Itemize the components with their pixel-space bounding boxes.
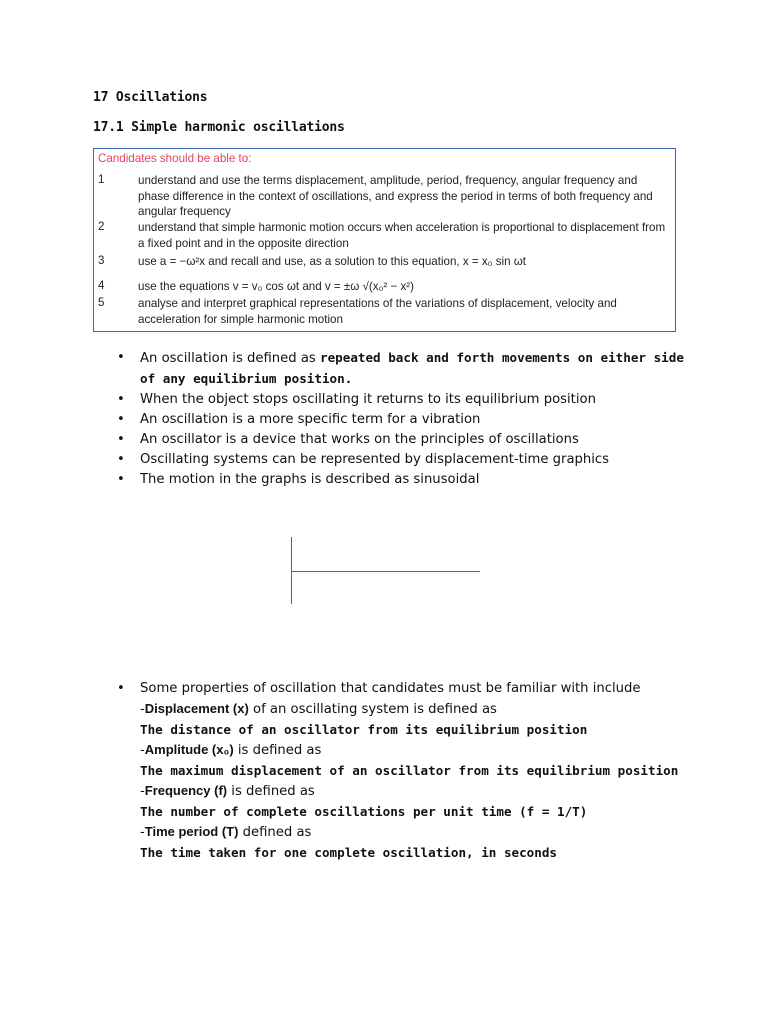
dash: - (140, 702, 145, 717)
bullet-text: An oscillation is a more specific term for a vibration (140, 412, 481, 427)
dash: - (140, 743, 145, 758)
bullet-item (117, 450, 687, 470)
objective-text: understand that simple harmonic motion occurs when acceleration is proportional to displacement from a fixed point and in the opposite direction (138, 221, 666, 250)
objective-text: use the equations v = v₀ cos ωt and v = ±ω √(x₀² − x²) (138, 280, 414, 293)
bullet-text: An oscillator is a device that works on the principles of oscillations (140, 432, 579, 447)
bullet-icon: • (117, 392, 125, 407)
property-line (140, 699, 687, 720)
bullet-text: Some properties of oscillation that candidates must be familiar with include (140, 681, 641, 696)
property-line (140, 781, 687, 802)
graph-x-axis (291, 571, 480, 572)
bullet-icon: • (117, 432, 125, 447)
bullet-text: When the object stops oscillating it returns to its equilibrium position (140, 392, 596, 407)
property-line (140, 740, 687, 761)
property-definition: The maximum displacement of an oscillator from its equilibrium position (140, 763, 679, 778)
objective-number: 2 (98, 220, 105, 233)
bullet-text: An oscillation is defined as (140, 351, 320, 366)
syllabus-box (93, 148, 676, 332)
property-definition: The time taken for one complete oscillation, in seconds (140, 845, 558, 860)
bullet-item (117, 430, 687, 450)
bullet-item (117, 348, 687, 390)
property-text: of an oscillating system is defined as (248, 702, 497, 717)
property-text: defined as (238, 825, 312, 840)
objective-number: 4 (98, 279, 105, 292)
property-term: Frequency (f) (144, 783, 228, 798)
objective-text: understand and use the terms displacement, amplitude, period, frequency, angular frequency and phase difference in the context of oscillations, and express the period in terms of both frequency and angular frequency (138, 174, 653, 218)
property-term: Displacement (x) (144, 701, 249, 716)
bullet-text: Oscillating systems can be represented by displacement-time graphics (140, 452, 610, 467)
objective-text: use a = −ω²x and recall and use, as a solution to this equation, x = x₀ sin ωt (138, 255, 527, 268)
property-line (140, 822, 687, 843)
bullet-icon: • (117, 452, 125, 467)
dash: - (140, 784, 145, 799)
dash: - (140, 825, 145, 840)
properties-bullet-list (117, 679, 687, 863)
property-text: is defined as (233, 743, 322, 758)
objective-number: 5 (98, 296, 105, 309)
objective-number: 1 (98, 173, 105, 186)
section-heading: 17 Oscillations (93, 90, 208, 105)
property-definition: The number of complete oscillations per unit time (f = 1/T) (140, 804, 588, 819)
property-term: Amplitude (x₀) (144, 742, 234, 757)
bullet-icon: • (117, 681, 125, 696)
bullet-icon: • (117, 412, 125, 427)
bullet-item (117, 410, 687, 430)
bullet-text: The motion in the graphs is described as sinusoidal (140, 472, 480, 487)
property-definition: The distance of an oscillator from its equilibrium position (140, 722, 588, 737)
syllabus-header: Candidates should be able to: (98, 152, 252, 165)
objective-number: 3 (98, 254, 105, 267)
bullet-item (117, 390, 687, 410)
subsection-heading: 17.1 Simple harmonic oscillations (93, 120, 345, 135)
bullet-bold-text: repeated back and forth movements on either side of any equilibrium position. (140, 350, 684, 386)
bullet-icon: • (117, 350, 125, 365)
bullet-icon: • (117, 472, 125, 487)
bullet-item (117, 470, 687, 490)
property-term: Time period (T) (144, 824, 239, 839)
bullet-item (117, 679, 687, 863)
objective-text: analyse and interpret graphical representations of the variations of displacement, velocity and acceleration for simple harmonic motion (138, 297, 617, 326)
definition-bullet-list (117, 348, 687, 490)
property-text: is defined as (227, 784, 315, 799)
